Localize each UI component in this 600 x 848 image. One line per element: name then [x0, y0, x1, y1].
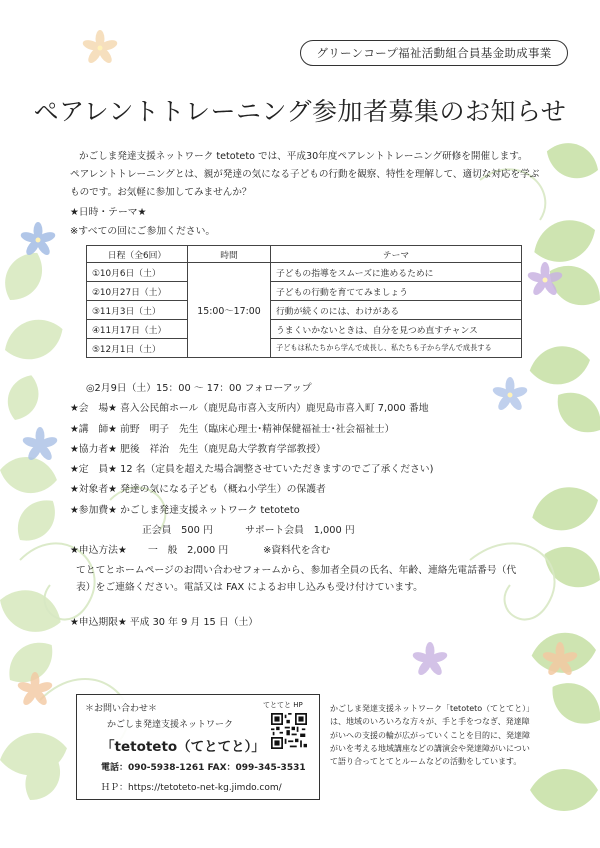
session-theme: 行動が続くのには、わけがある [271, 301, 522, 320]
contact-name: 「tetoteto（てとてと）」 [101, 739, 265, 755]
session-date: ②10月27日（土） [87, 282, 188, 301]
detail-label: ★会 場★ [70, 403, 117, 415]
session-date: ③11月3日（土） [87, 301, 188, 320]
session-theme: うまくいかないときは、自分を見つめ直すチャンス [271, 320, 522, 339]
table-row [87, 263, 522, 282]
session-theme: 子どもの指導をスムーズに進めるために [271, 263, 522, 282]
sponsor-badge: グリーンコープ福祉活動組合員基金助成事業 [300, 40, 568, 66]
schedule-heading: ★日時・テーマ★ [70, 207, 147, 218]
detail-label: ★定 員★ [70, 464, 117, 476]
detail-lecturer [70, 420, 550, 440]
session-theme: 子どもは私たちから学んで成長し、私たちも子から学んで成長する [271, 339, 522, 358]
detail-value: 12 名（定員を超えた場合調整させていただきますのでご了承ください) [120, 464, 434, 476]
detail-collaborator [70, 440, 550, 460]
session-time: 15:00～17:00 [188, 263, 271, 358]
session-date: ⑤12月1日（土） [87, 339, 188, 358]
fee-row-general [70, 541, 550, 561]
schedule-header-row [87, 246, 522, 263]
detail-value: 喜入公民館ホール（鹿児島市喜入支所内）鹿児島市喜入町 7,000 番地 [120, 403, 429, 415]
fee-row-members [70, 521, 550, 541]
detail-target [70, 480, 550, 500]
detail-fee [70, 501, 550, 521]
network-description: かごしま発達支援ネットワーク「tetoteto（てとてと）」は、地域のいろいろな方々が、手と手をつなぎ、発達障がいへの支援の輪が広がっていくことを目的に、発達障がいを考える地域講座などの講演会や発達障がいについて語り合ってとてとルームなどの活動をしています。 [330, 704, 531, 767]
followup-session: ◎2月9日（土）15：00 ～ 17：00 フォローアップ [86, 383, 312, 394]
deadline: ★申込期限★ 平成 30 年 9 月 15 日（土） [70, 617, 259, 628]
qr-label: てとてと HP [263, 701, 303, 709]
schedule-note: ※すべての回にご参加ください。 [70, 226, 216, 237]
detail-value: 前野 明子 先生（臨床心理士･精神保健福祉士･社会福祉士） [120, 423, 395, 435]
header-theme: テーマ [271, 246, 522, 263]
table-row [87, 301, 522, 320]
apply-text-line-2: 表）をご連絡ください。電話又は FAX によるお申し込みも受け付けています。 [76, 582, 423, 593]
header-time: 時間 [188, 246, 271, 263]
intro-line-1: かごしま発達支援ネットワーク tetoteto では、平成30年度ペアレントトレーニング研修を開催します。 [79, 151, 528, 162]
table-row [87, 320, 522, 339]
session-date: ①10月6日（土） [87, 263, 188, 282]
fee-regular-member: 正会員 500 円 [142, 525, 213, 537]
detail-value: 肥後 祥治 先生（鹿児島大学教育学部教授） [120, 443, 326, 455]
page-title: ペアレントトレーニング参加者募集のお知らせ [33, 97, 567, 126]
fee-general: 一 般 2,000 円 [148, 545, 229, 557]
detail-label: ★参加費★ [70, 504, 117, 516]
contact-box [76, 694, 320, 800]
apply-text-line-1: てとてとホームページのお問い合わせフォームから、参加者全員の氏名、年齢、連絡先電話番号（代 [76, 565, 517, 576]
detail-label: ★対象者★ [70, 484, 117, 496]
table-row [87, 282, 522, 301]
intro-line-2: ペアレントトレーニングとは、親が発達の気になる子どもの行動を観察、特性を理解して、適切な対応を学ぶものです。お気軽に参加してみませんか？ [70, 169, 540, 198]
fee-note: ※資料代を含む [263, 545, 331, 557]
intro-text [70, 148, 540, 202]
event-details [70, 379, 550, 561]
detail-value: 発達の気になる子ども（概ね小学生）の保護者 [120, 484, 326, 496]
detail-label: ★協力者★ [70, 443, 117, 455]
contact-org: かごしま発達支援ネットワーク [107, 720, 234, 730]
apply-heading: ★申込方法★ [70, 545, 127, 556]
header-date: 日程（全6回） [87, 246, 188, 263]
table-row [87, 339, 522, 358]
session-date: ④11月17日（土） [87, 320, 188, 339]
contact-phone: 電話：090-5938-1261 FAX：099-345-3531 [101, 763, 306, 773]
contact-heading: ＊お問い合わせ＊ [85, 704, 158, 714]
session-theme: 子どもの行動を育ててみましょう [271, 282, 522, 301]
detail-value: かごしま発達支援ネットワーク tetoteto [120, 504, 300, 516]
schedule-table [86, 245, 522, 358]
detail-label: ★講 師★ [70, 423, 117, 435]
qr-code-icon[interactable] [271, 713, 307, 749]
fee-support-member: サポート会員 1,000 円 [245, 525, 355, 537]
detail-capacity [70, 460, 550, 480]
contact-website-link[interactable]: ＨＰ：https://tetoteto-net-kg.jimdo.com/ [101, 783, 282, 793]
detail-venue [70, 399, 550, 419]
